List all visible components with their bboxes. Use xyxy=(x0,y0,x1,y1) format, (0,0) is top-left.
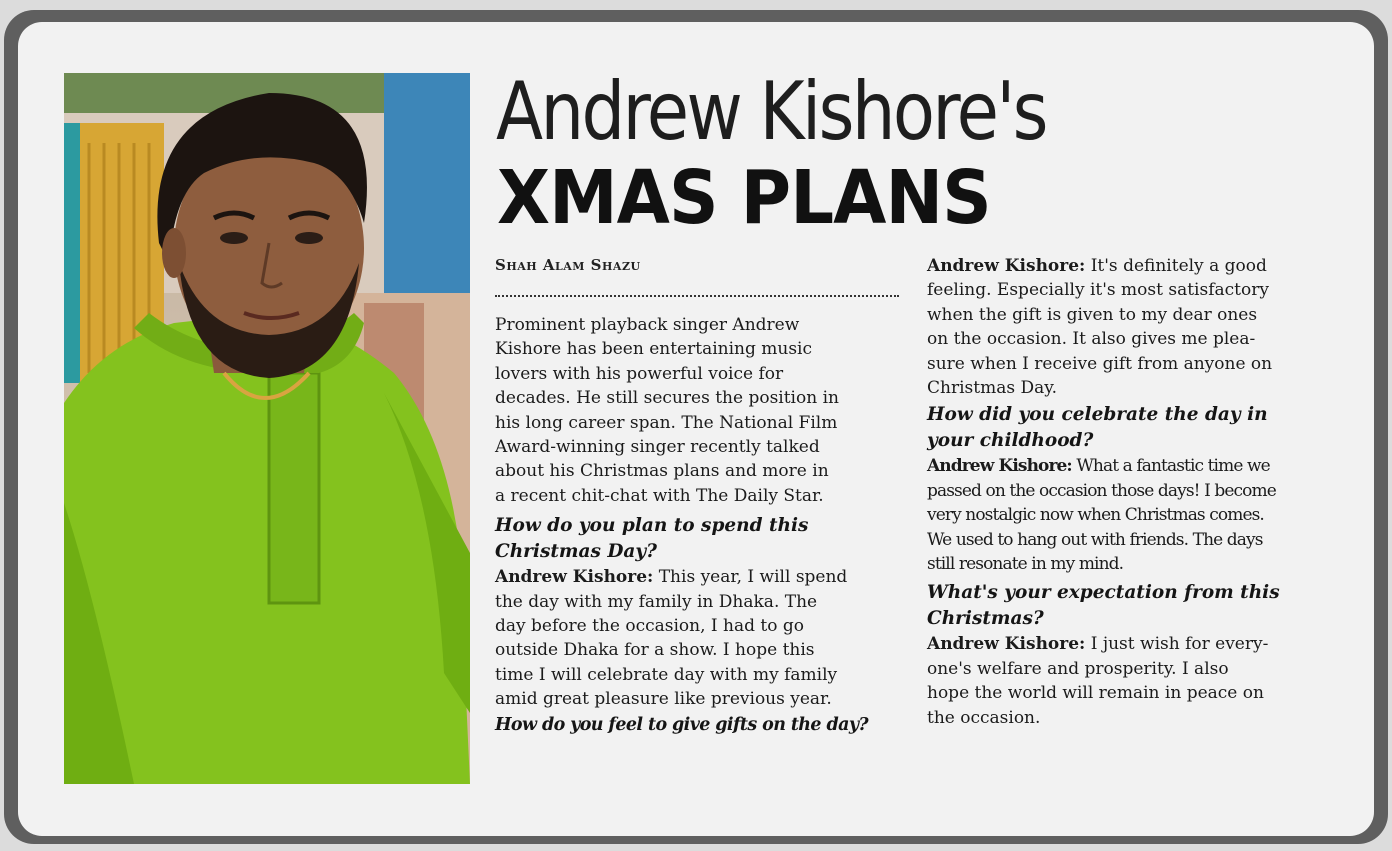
question-4 xyxy=(927,580,1339,632)
answer-line: on the occasion. It also gives me plea- xyxy=(927,329,1256,350)
answer-line: feeling. Especially it's most satisfactory xyxy=(927,280,1269,301)
intro-line: his long career span. The National Film xyxy=(495,412,838,433)
answer-line: outside Dhaka for a show. I hope this xyxy=(495,640,815,661)
intro-line: decades. He still secures the position in xyxy=(495,388,839,409)
answer-line: when the gift is given to my dear ones xyxy=(927,304,1258,325)
headline-line1: Andrew Kishore's xyxy=(496,65,1046,158)
question-2 xyxy=(495,712,905,738)
speaker-name: Andrew Kishore: xyxy=(495,567,654,588)
answer-4 xyxy=(927,632,1339,730)
question-line: Christmas Day? xyxy=(495,541,657,563)
dotted-divider xyxy=(495,295,899,297)
intro-line: a recent chit-chat with The Daily Star. xyxy=(495,485,824,506)
intro-line: lovers with his powerful voice for xyxy=(495,363,784,384)
question-line: How do you plan to spend this xyxy=(495,515,809,537)
question-line: your childhood? xyxy=(927,430,1094,452)
column-right xyxy=(927,254,1339,730)
answer-line: one's welfare and prosperity. I also xyxy=(927,658,1229,679)
portrait-illustration xyxy=(64,73,470,784)
question-3 xyxy=(927,402,1339,454)
answer-1 xyxy=(495,565,905,711)
intro-line: Prominent playback singer Andrew xyxy=(495,315,800,335)
intro-line: about his Christmas plans and more in xyxy=(495,461,829,482)
answer-line: day before the occasion, I had to go xyxy=(495,616,804,637)
intro-line: Award-winning singer recently talked xyxy=(495,437,820,458)
intro-paragraph xyxy=(495,313,905,508)
answer-3 xyxy=(927,454,1339,576)
answer-line: passed on the occasion those days! I become xyxy=(927,480,1276,501)
answer-line: What a fantastic time we xyxy=(1071,456,1270,477)
speaker-name: Andrew Kishore: xyxy=(927,456,1072,477)
column-left xyxy=(495,313,905,738)
answer-line: sure when I receive gift from anyone on xyxy=(927,353,1273,374)
answer-line: still resonate in my mind. xyxy=(927,554,1124,575)
answer-2 xyxy=(927,254,1339,400)
answer-line: very nostalgic now when Christmas comes. xyxy=(927,505,1264,526)
answer-line: hope the world will remain in peace on xyxy=(927,683,1264,704)
question-line: What's your expectation from this xyxy=(927,582,1280,604)
answer-line: This year, I will spend xyxy=(653,567,848,588)
speaker-name: Andrew Kishore: xyxy=(927,256,1086,276)
answer-line: the occasion. xyxy=(927,707,1041,728)
question-line: Christmas? xyxy=(927,608,1044,630)
intro-line: Kishore has been entertaining music xyxy=(495,339,813,360)
portrait-photo xyxy=(64,73,470,784)
speaker-name: Andrew Kishore: xyxy=(927,634,1086,655)
answer-line: the day with my family in Dhaka. The xyxy=(495,591,818,612)
question-1 xyxy=(495,513,905,565)
byline: Shah Alam Shazu xyxy=(495,256,641,274)
headline-line2: XMAS PLANS xyxy=(497,155,991,241)
answer-line: It's definitely a good xyxy=(1085,256,1267,276)
question-line: How do you feel to give gifts on the day? xyxy=(495,714,869,735)
answer-line: time I will celebrate day with my family xyxy=(495,664,838,685)
answer-line: Christmas Day. xyxy=(927,378,1057,399)
answer-line: amid great pleasure like previous year. xyxy=(495,689,832,710)
answer-line: We used to hang out with friends. The days xyxy=(927,529,1263,550)
question-line: How did you celebrate the day in xyxy=(927,404,1268,426)
answer-line: I just wish for every- xyxy=(1085,634,1269,655)
